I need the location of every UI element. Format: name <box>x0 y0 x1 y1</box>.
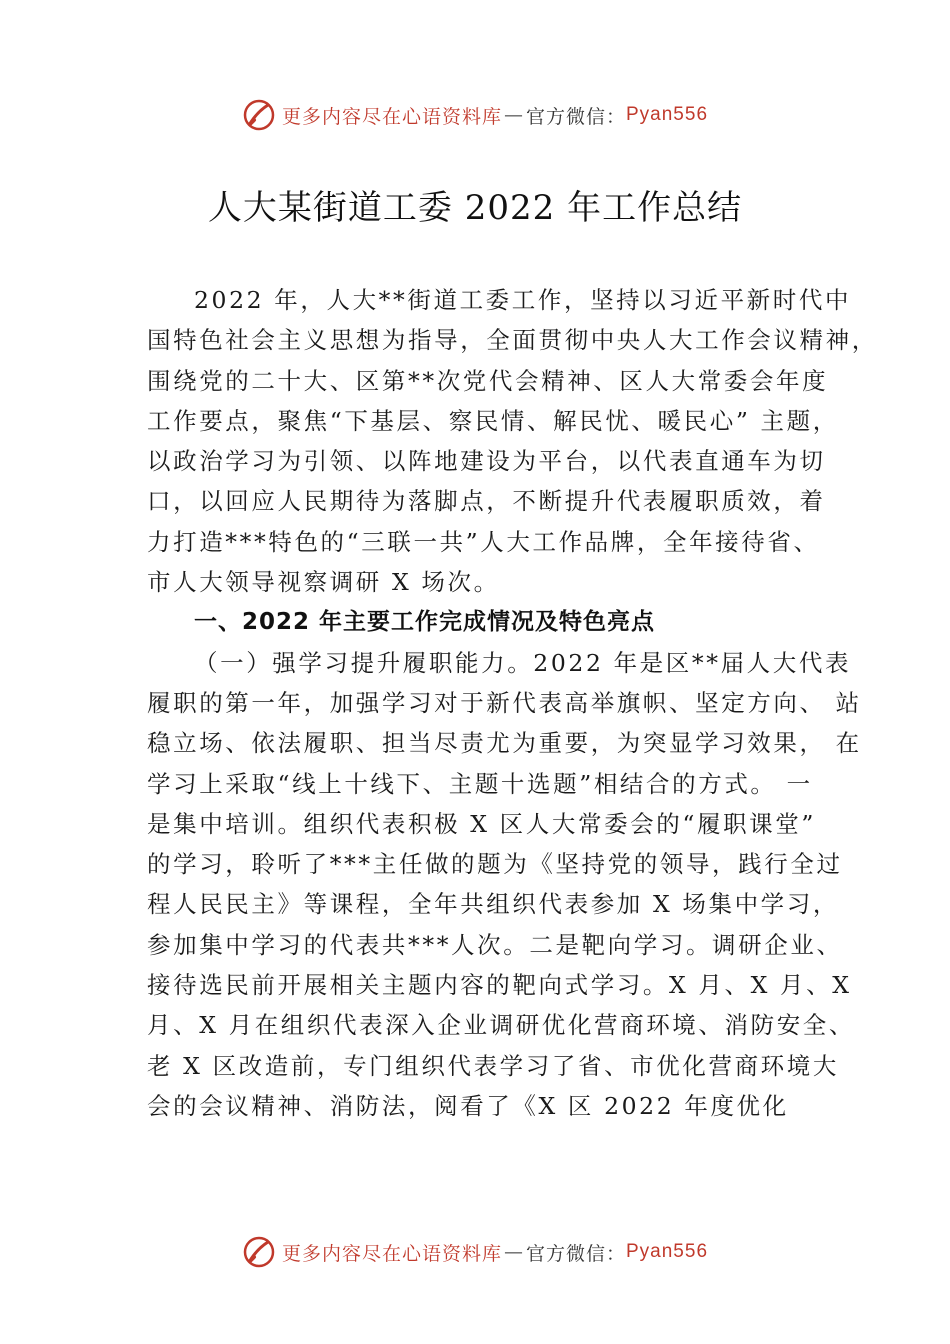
section-heading: 一、2022 年主要工作完成情况及特色亮点 <box>194 609 656 636</box>
body-line: 围绕党的二十大、区第**次党代会精神、区人大常委会年度 <box>147 366 829 395</box>
banner-text: 更多内容尽在心语资料库 <box>281 1242 502 1265</box>
body-line: 市人大领导视察调研 X 场次。 <box>147 568 500 597</box>
banner-separator: — <box>503 104 524 126</box>
body-line: 接待选民前开展相关主题内容的靶向式学习。X 月、X 月、X <box>147 971 852 1000</box>
banner-wechat-label: 官方微信： <box>525 1242 626 1265</box>
body-line: 国特色社会主义思想为指导，全面贯彻中央人大工作会议精神， <box>147 326 878 355</box>
body-line: 参加集中学习的代表共***人次。二是靶向学习。调研企业、 <box>147 930 843 959</box>
brush-logo-icon <box>242 1235 276 1269</box>
body-line: 口，以回应人民期待为落脚点，不断提升代表履职质效，着 <box>147 487 826 516</box>
body-line: 老 X 区改造前，专门组织代表学习了省、市优化营商环境大 <box>147 1051 839 1080</box>
body-line: 力打造***特色的“三联一共”人大工作品牌，全年接待省、 <box>147 527 820 556</box>
footer-banner <box>0 1232 950 1272</box>
header-banner <box>0 95 950 135</box>
banner-wechat-id: Pyan556 <box>626 1241 709 1262</box>
body-line: 2022 年，人大**街道工委工作，坚持以习近平新时代中 <box>194 286 852 314</box>
document-title: 人大某街道工委 2022 年工作总结 <box>207 188 743 228</box>
brush-logo-icon <box>242 98 276 132</box>
body-line: （一）强学习提升履职能力。2022 年是区**届人大代表 <box>194 648 852 677</box>
body-line: 履职的第一年，加强学习对于新代表高举旗帜、坚定方向、 站 <box>147 688 862 717</box>
body-line: 学习上采取“线上十线下、主题十选题”相结合的方式。 一 <box>147 769 813 798</box>
body-line: 的学习，聆听了***主任做的题为《坚持党的领导，践行全过 <box>147 850 843 879</box>
document-body <box>147 280 878 1126</box>
banner-separator: — <box>503 1241 524 1263</box>
banner-wechat-label: 官方微信： <box>525 105 626 128</box>
body-line: 会的会议精神、消防法，阅看了《X 区 2022 年度优化 <box>147 1091 789 1120</box>
body-line: 是集中培训。组织代表积极 X 区人大常委会的“履职课堂” <box>147 809 816 838</box>
body-line: 稳立场、依法履职、担当尽责尤为重要，为突显学习效果， 在 <box>147 729 862 758</box>
body-line: 以政治学习为引领、以阵地建设为平台，以代表直通车为切 <box>147 447 826 476</box>
banner-wechat-id: Pyan556 <box>626 104 709 125</box>
banner-text: 更多内容尽在心语资料库 <box>281 105 502 128</box>
body-line: 月、X 月在组织代表深入企业调研优化营商环境、消防安全、 <box>147 1011 855 1040</box>
body-line: 程人民民主》等课程，全年共组织代表参加 X 场集中学习， <box>147 890 839 919</box>
body-line: 工作要点，聚焦“下基层、察民情、解民忧、暖民心” 主题， <box>147 406 839 435</box>
